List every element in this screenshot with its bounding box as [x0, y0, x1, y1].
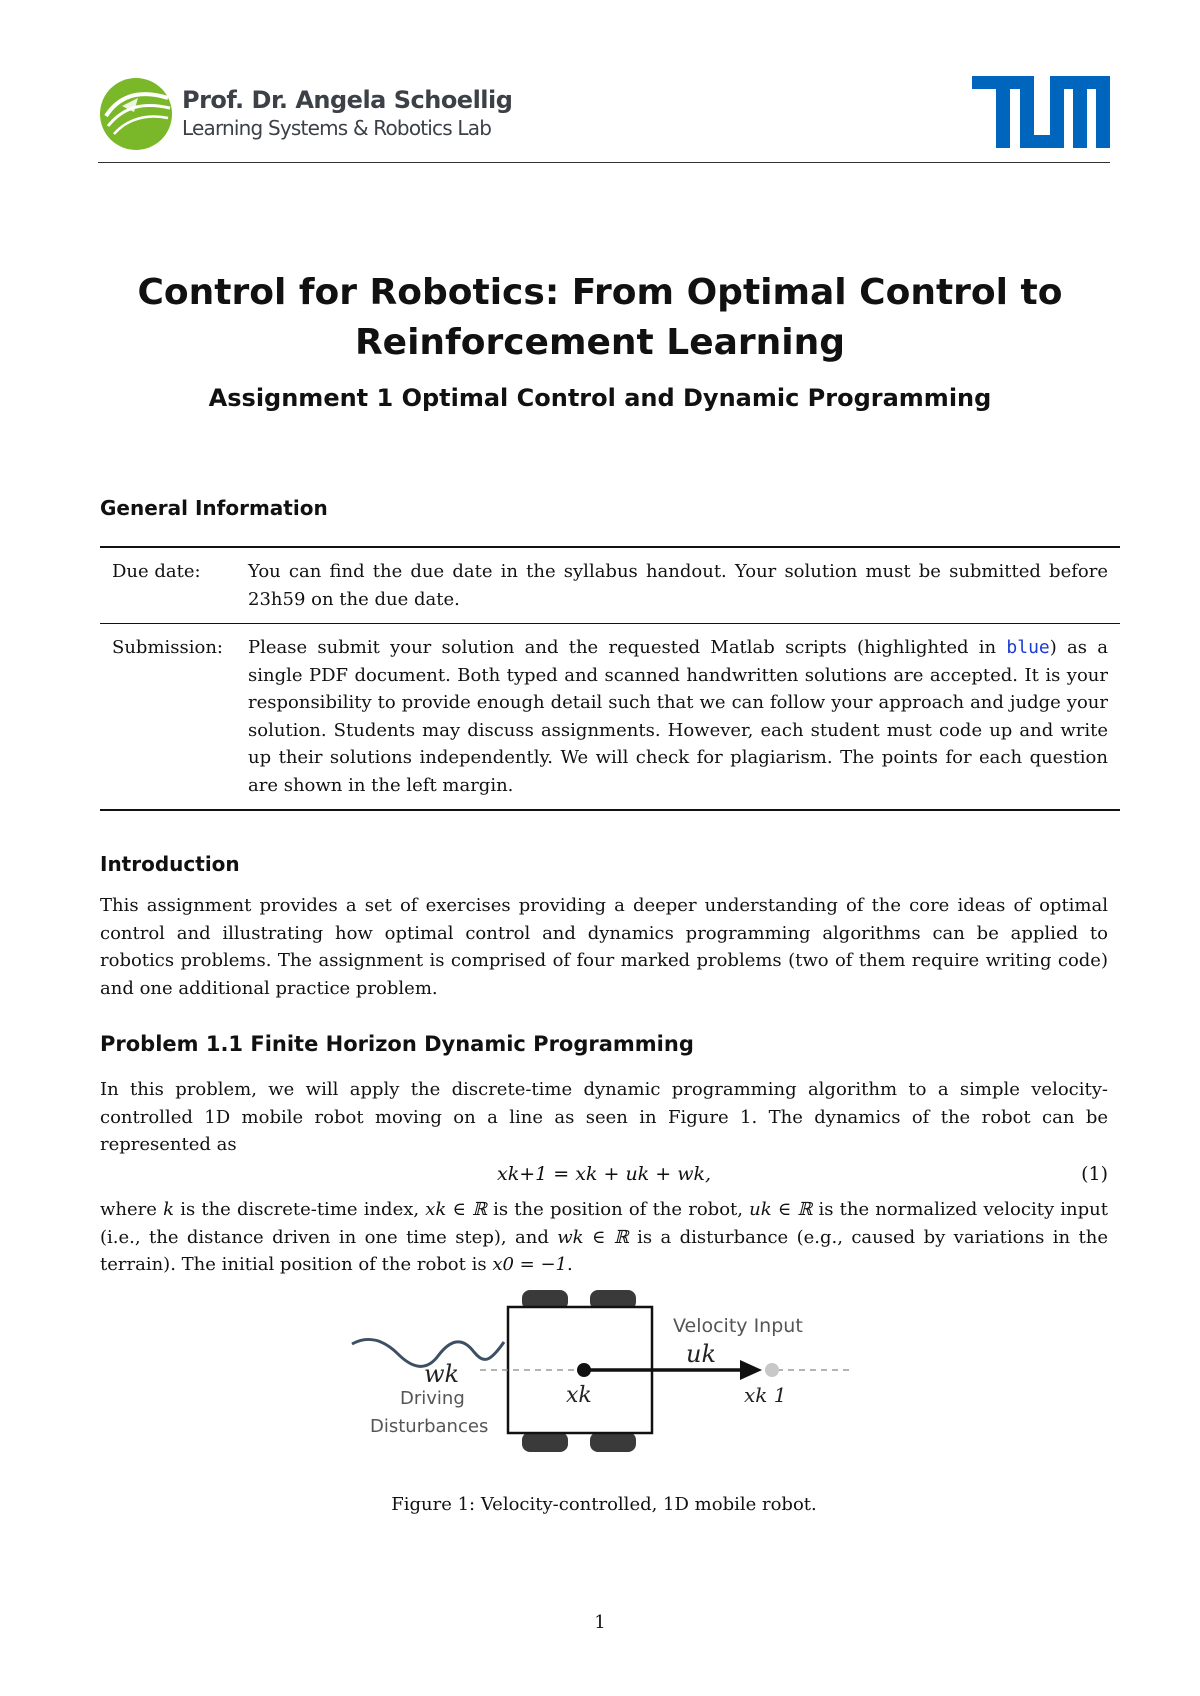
introduction-text: This assignment provides a set of exercises providing a deeper understanding of the core ideas of optimal control and illustrating how optimal control and dynamics programming algorithms can be applied to robotics problems. The assignment is comprised of four marked problems (two of them require writing code) and one additional practice problem. — [100, 895, 1108, 999]
problem-intro-text: In this problem, we will apply the discrete-time dynamic programming algorithm to a simple velocity-controlled 1D mobile robot moving on a line as seen in Figure 1. The dynamics of the robot can be represented as — [100, 1079, 1108, 1155]
robot-wheel-bottom-right — [590, 1432, 636, 1452]
submission-text-part2: ) as a single PDF document. Both typed and scanned handwritten solutions are accepted. It is your responsibility to provide enough detail such that we can follow your approach and judge your solution. Students may discuss assignments. However, each student must code up and write up their solutions independently. We will check for plagiarism. The points for each question are shown in the left margin. — [248, 637, 1108, 796]
robot-position-dot — [577, 1363, 591, 1377]
wk-label: wk — [424, 1360, 460, 1388]
figure-caption: Figure 1: Velocity-controlled, 1D mobile robot. — [391, 1494, 817, 1515]
dynamics-equation — [100, 1163, 1108, 1191]
equation-body: xk+1 = xk + uk + wk, — [496, 1163, 712, 1185]
submission-text-part1: Please submit your solution and the requested Matlab scripts (highlighted in — [248, 637, 1007, 658]
general-info-table — [100, 546, 1120, 811]
problem-description-text: where k is the discrete-time index, xk ∈ ℝ is the position of the robot, uk ∈ ℝ is the normalized velocity input (i.e., the distance driven in one time step), and wk ∈ ℝ is a disturbance (e.g., caused by variations in the terrain). The initial position of the robot is x0 = −1. — [100, 1199, 1108, 1275]
submission-text — [248, 634, 1108, 799]
problem-heading: Problem 1.1 Finite Horizon Dynamic Programming — [100, 1032, 694, 1056]
equation-number: (1) — [1081, 1163, 1108, 1185]
general-info-heading: General Information — [100, 496, 328, 520]
lab-name-title: Prof. Dr. Angela Schoellig — [182, 86, 513, 114]
page-header — [98, 70, 1110, 162]
table-bottom-rule — [100, 809, 1120, 811]
tum-logo-icon — [972, 76, 1110, 148]
due-date-label: Due date: — [112, 561, 201, 582]
header-divider — [98, 162, 1110, 163]
next-position-dot — [765, 1363, 779, 1377]
submission-label: Submission: — [112, 637, 223, 658]
table-row-submission — [100, 624, 1120, 809]
uk-label: uk — [686, 1340, 716, 1368]
page-subtitle: Assignment 1 Optimal Control and Dynamic Programming — [208, 384, 992, 412]
robot-figure — [340, 1290, 860, 1460]
disturbances-label: Disturbances — [370, 1416, 489, 1437]
xk-label: xk — [566, 1383, 592, 1408]
robot-wheel-bottom-left — [522, 1432, 568, 1452]
introduction-heading: Introduction — [100, 852, 240, 876]
xk-plus-1-label: xk 1 — [744, 1383, 787, 1407]
page-title: Control for Robotics: From Optimal Control to Reinforcement Learning — [137, 272, 1063, 363]
velocity-input-label: Velocity Input — [673, 1315, 803, 1337]
submission-highlight: blue — [1006, 637, 1050, 658]
due-date-text: You can find the due date in the syllabus handout. Your solution must be submitted before 23h59 on the due date. — [248, 561, 1108, 610]
lab-logo-icon — [98, 76, 174, 152]
table-row-due-date — [100, 548, 1120, 623]
velocity-arrowhead — [740, 1360, 762, 1380]
lab-name — [182, 86, 512, 140]
driving-label: Driving — [400, 1388, 465, 1409]
page-number: 1 — [594, 1612, 606, 1633]
lab-name-subtitle: Learning Systems & Robotics Lab — [182, 116, 492, 140]
